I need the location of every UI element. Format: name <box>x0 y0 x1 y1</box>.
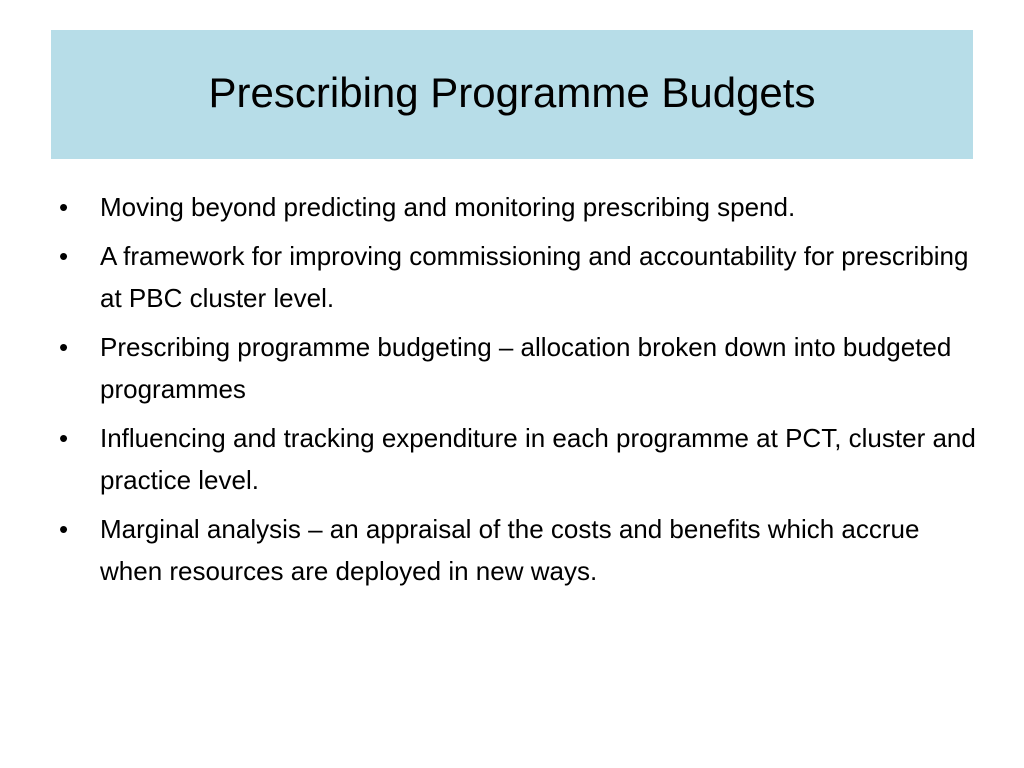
bullet-text: Influencing and tracking expenditure in each programme at PCT, cluster and practice level. <box>100 423 976 495</box>
bullet-icon: • <box>59 241 69 271</box>
bullet-text: Moving beyond predicting and monitoring prescribing spend. <box>100 192 796 222</box>
bullet-text: A framework for improving commissioning and accountability for prescribing at PBC cluster level. <box>100 241 969 313</box>
bullet-icon: • <box>59 332 69 362</box>
bullet-text: Prescribing programme budgeting – allocation broken down into budgeted programmes <box>100 332 952 404</box>
bullet-item <box>59 326 979 410</box>
bullet-item <box>59 417 979 501</box>
bullet-icon: • <box>59 423 69 453</box>
bullet-item <box>59 235 979 319</box>
bullet-item <box>59 508 979 592</box>
bullet-icon: • <box>59 192 69 222</box>
slide-title: Prescribing Programme Budgets <box>208 68 816 116</box>
bullet-text: Marginal analysis – an appraisal of the costs and benefits which accrue when resources are deployed in new ways. <box>100 514 920 586</box>
title-bar <box>51 30 973 159</box>
bullet-icon: • <box>59 514 69 544</box>
bullet-list <box>59 186 979 599</box>
bullet-item <box>59 186 979 228</box>
